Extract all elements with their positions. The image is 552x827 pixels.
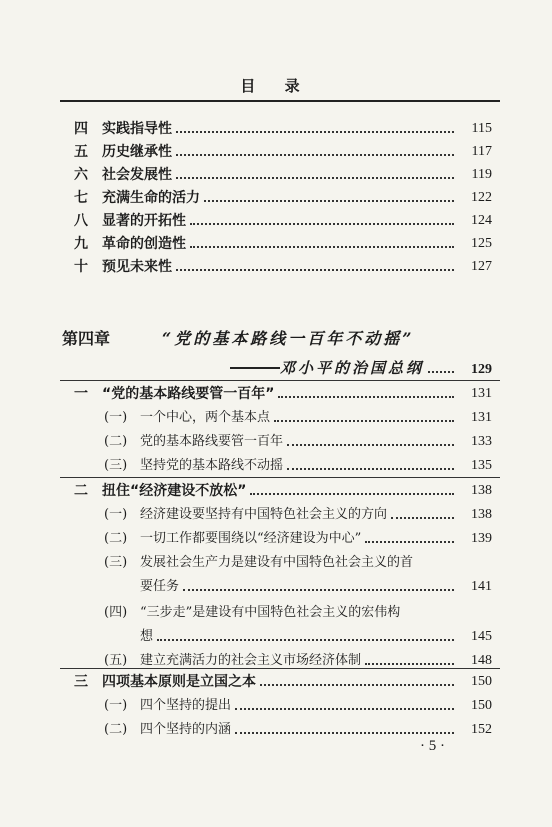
entry-title: “党的基本路线要管一百年” [102, 386, 275, 402]
chapter-subtitle-row[interactable] [230, 358, 492, 378]
entry-number: (一) [104, 507, 128, 522]
entry-page: 139 [471, 531, 492, 546]
toc-subentry[interactable] [104, 528, 492, 548]
toc-subentry[interactable] [104, 602, 492, 622]
entry-title: 四个坚持的内涵 [140, 722, 232, 737]
entry-page: 141 [471, 579, 492, 594]
dot-leader [278, 396, 454, 398]
entry-title: 显著的开拓性 [102, 213, 186, 229]
entry-title: 党的基本路线要管一百年 [140, 434, 284, 449]
page-header-title: 目 录 [240, 77, 312, 95]
entry-title: 四项基本原则是立国之本 [102, 674, 256, 690]
toc-subentry[interactable] [104, 650, 492, 670]
entry-title: 发展社会生产力是建设有中国特色社会主义的首 [140, 555, 414, 570]
entry-number: (三) [104, 458, 128, 473]
dot-leader [235, 732, 454, 734]
entry-page: 125 [471, 236, 492, 251]
entry-page: 150 [471, 698, 492, 713]
chapter-subtitle: 邓小平的治国总纲 [280, 359, 425, 377]
entry-number: 三 [74, 674, 88, 690]
entry-number: 九 [74, 236, 88, 252]
toc-entry[interactable] [74, 187, 492, 207]
entry-number: (三) [104, 555, 128, 570]
entry-title: 经济建设要坚持有中国特色社会主义的方向 [140, 507, 388, 522]
toc-entry[interactable] [74, 256, 492, 276]
entry-number: (二) [104, 531, 128, 546]
dot-leader [287, 444, 454, 446]
section-divider [60, 668, 500, 669]
dot-leader [190, 246, 454, 248]
toc-subentry[interactable] [104, 719, 492, 739]
dot-leader [235, 708, 454, 710]
section-divider [60, 380, 500, 381]
header-rule [60, 100, 500, 102]
entry-title: 历史继承性 [102, 144, 172, 160]
entry-title-continuation: 想 [140, 629, 154, 644]
entry-page: 119 [471, 167, 492, 182]
dot-leader [157, 639, 454, 641]
dot-leader [365, 541, 454, 543]
entry-number: (一) [104, 698, 128, 713]
dot-leader [260, 684, 454, 686]
entry-number: 八 [74, 213, 88, 229]
toc-subentry[interactable] [104, 455, 492, 475]
section-divider [60, 477, 500, 478]
entry-page: 138 [471, 507, 492, 522]
toc-entry[interactable] [74, 233, 492, 253]
entry-page: 117 [471, 144, 492, 159]
entry-page: 131 [471, 410, 492, 425]
entry-number: (四) [104, 605, 128, 620]
entry-number: 七 [74, 190, 88, 206]
toc-subentry-continuation[interactable] [140, 626, 492, 646]
toc-entry[interactable] [74, 118, 492, 138]
toc-section[interactable] [74, 671, 492, 691]
toc-subentry-continuation[interactable] [140, 576, 492, 596]
toc-section[interactable] [74, 383, 492, 403]
toc-entry[interactable] [74, 141, 492, 161]
entry-title: 建立充满活力的社会主义市场经济体制 [140, 653, 362, 668]
entry-number: (五) [104, 653, 128, 668]
entry-title: “三步走”是建设有中国特色社会主义的宏伟构 [140, 605, 401, 620]
entry-page: 133 [471, 434, 492, 449]
dot-leader [428, 371, 454, 373]
entry-page: 115 [471, 121, 492, 136]
entry-number: (二) [104, 722, 128, 737]
entry-page: 145 [471, 629, 492, 644]
entry-title: 预见未来性 [102, 259, 172, 275]
toc-subentry[interactable] [104, 552, 492, 572]
entry-page: 124 [471, 213, 492, 228]
toc-subentry[interactable] [104, 431, 492, 451]
entry-title: 充满生命的活力 [102, 190, 200, 206]
em-dash [230, 367, 280, 369]
toc-section[interactable] [74, 480, 492, 500]
entry-page: 129 [471, 362, 492, 377]
entry-title: 扭住“经济建设不放松” [102, 483, 247, 499]
entry-number: 四 [74, 121, 88, 137]
entry-page: 122 [471, 190, 492, 205]
entry-title-continuation: 要任务 [140, 579, 180, 594]
entry-page: 152 [471, 722, 492, 737]
entry-number: 六 [74, 167, 88, 183]
entry-page: 127 [471, 259, 492, 274]
entry-number: 十 [74, 259, 88, 275]
entry-title: 革命的创造性 [102, 236, 186, 252]
dot-leader [176, 131, 454, 133]
entry-page: 131 [471, 386, 492, 401]
dot-leader [183, 589, 454, 591]
toc-subentry[interactable] [104, 695, 492, 715]
entry-page: 135 [471, 458, 492, 473]
entry-page: 148 [471, 653, 492, 668]
dot-leader [287, 468, 454, 470]
entry-title: 坚持党的基本路线不动摇 [140, 458, 284, 473]
entry-page: 138 [471, 483, 492, 498]
entry-title: 一切工作都要围绕以“经济建设为中心” [140, 531, 362, 546]
dot-leader [176, 154, 454, 156]
dot-leader [391, 517, 454, 519]
entry-title: 一个中心，两个基本点 [140, 410, 271, 425]
entry-title: 四个坚持的提出 [140, 698, 232, 713]
dot-leader [204, 200, 454, 202]
chapter-title: “党的基本路线一百年不动摇” [162, 329, 415, 348]
dot-leader [274, 420, 454, 422]
dot-leader [250, 493, 454, 495]
entry-number: (一) [104, 410, 128, 425]
entry-page: 150 [471, 674, 492, 689]
entry-number: 二 [74, 483, 88, 499]
dot-leader [176, 269, 454, 271]
entry-number: 一 [74, 386, 88, 402]
dot-leader [190, 223, 454, 225]
toc-subentry[interactable] [104, 504, 492, 524]
entry-number: (二) [104, 434, 128, 449]
toc-entry[interactable] [74, 210, 492, 230]
page-number: · 5 · [420, 738, 445, 754]
chapter-label: 第四章 [62, 329, 111, 348]
toc-entry[interactable] [74, 164, 492, 184]
chapter-heading[interactable] [62, 326, 502, 349]
entry-title: 实践指导性 [102, 121, 172, 137]
entry-number: 五 [74, 144, 88, 160]
dot-leader [365, 663, 454, 665]
dot-leader [176, 177, 454, 179]
entry-title: 社会发展性 [102, 167, 172, 183]
toc-subentry[interactable] [104, 407, 492, 427]
